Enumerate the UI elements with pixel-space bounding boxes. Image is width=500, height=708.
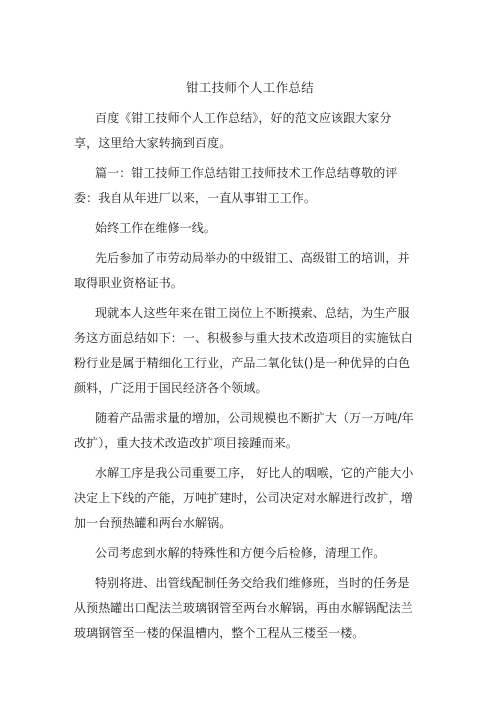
paragraph-intro: 百度《钳工技师个人工作总结》，好的范文应该跟大家分享，这里给大家转摘到百度。 <box>74 111 392 150</box>
paragraph-piping: 特别将进、出管线配制任务交给我们维修班，当时的任务是从预热罐出口配法兰玻璃钢管至两台水解锅，再由水解锅配法兰玻璃钢管至一楼的保温槽内，整个工程从三楼至一楼。 <box>74 576 413 640</box>
paragraph-hydrolysis: 水解工序是我公司重要工序， 好比人的咽喉，它的产能大小决定上下线的产能，万吨扩建时，公司决定对水解进行改扩，增加一台预热罐和两台水解锅。 <box>74 466 414 530</box>
paragraph-training: 先后参加了市劳动局举办的中级钳工、高级钳工的培训，并取得职业资格证书。 <box>74 251 410 290</box>
paragraph-expansion: 随着产品需求量的增加，公司规模也不断扩大（万一万吨/年改扩），重大技术改造改扩项目接踵而来。 <box>74 411 414 450</box>
paragraph-maintenance: 公司考虑到水解的特殊性和方便今后检修，清理工作。 <box>95 546 386 560</box>
document-title: 钳工技师个人工作总结 <box>185 80 314 95</box>
paragraph-summary: 现就本人这些年来在钳工岗位上不断摸索、总结，为生产服务这方面总结如下：一、积极参与重大技术改造项目的实施钛白粉行业是属于精细化工行业，产品二氧化钛()是一种优异的白色颜料，广泛用于国民经济各个领域。 <box>74 306 413 395</box>
paragraph-frontline: 始终工作在维修一线。 <box>95 221 217 235</box>
document-body <box>74 106 414 651</box>
paragraph-part-one: 篇一：钳工技师工作总结钳工技师技术工作总结尊敬的评委：我自从年进厂以来，一直从事钳工工作。 <box>74 166 398 205</box>
